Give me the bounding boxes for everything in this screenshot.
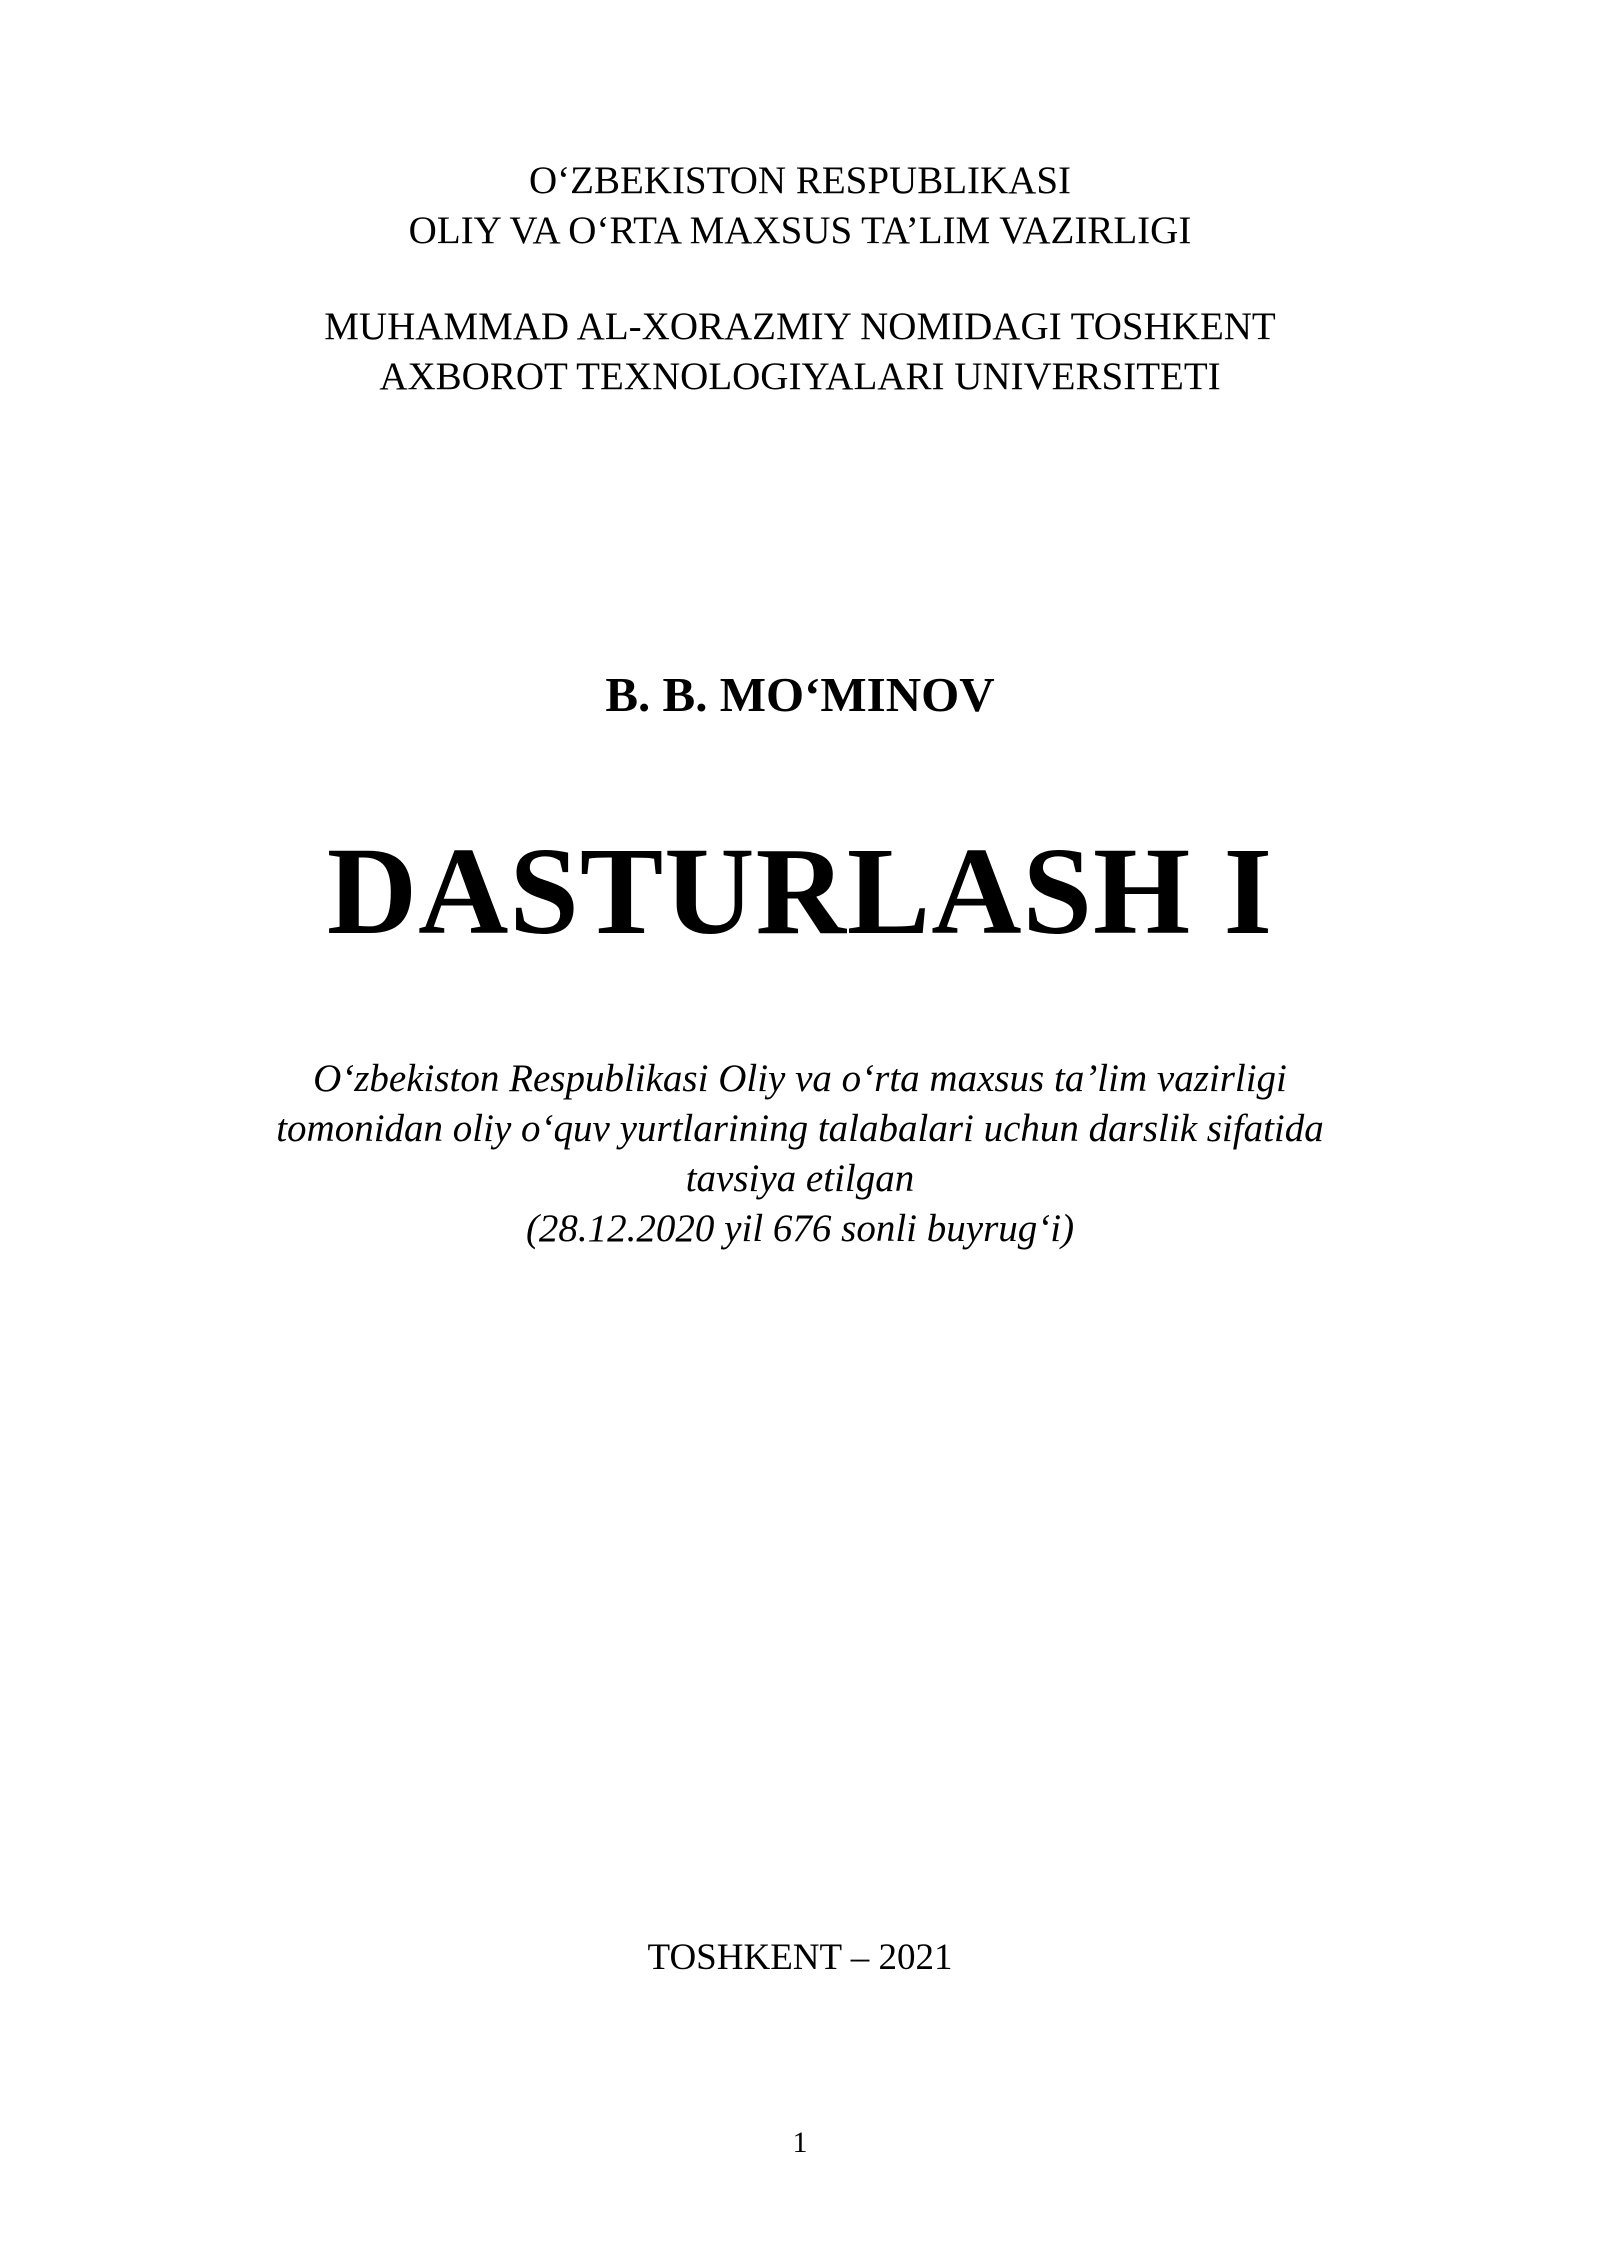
ministry-line-2: OLIY VA O‘RTA MAXSUS TA’LIM VAZIRLIGI bbox=[408, 209, 1192, 252]
book-title: DASTURLASH I bbox=[326, 823, 1274, 961]
recommendation-note bbox=[0, 1054, 1600, 1254]
place-year: TOSHKENT – 2021 bbox=[647, 1937, 953, 1978]
page-number: 1 bbox=[792, 2126, 808, 2159]
recommendation-line-4: (28.12.2020 yil 676 sonli buyrug‘i) bbox=[525, 1207, 1075, 1250]
university-line-1: MUHAMMAD AL-XORAZMIY NOMIDAGI TOSHKENT bbox=[324, 305, 1276, 348]
recommendation-line-3: tavsiya etilgan bbox=[685, 1157, 915, 1200]
university-heading bbox=[0, 302, 1600, 402]
ministry-heading bbox=[0, 156, 1600, 256]
recommendation-line-2: tomonidan oliy o‘quv yurtlarining talabalari uchun darslik sifatida bbox=[276, 1107, 1324, 1150]
author-name: B. B. MO‘MINOV bbox=[605, 667, 995, 722]
ministry-line-1: O‘ZBEKISTON RESPUBLIKASI bbox=[528, 159, 1072, 202]
recommendation-line-1: O‘zbekiston Respublikasi Oliy va o‘rta maxsus ta’lim vazirligi bbox=[313, 1057, 1287, 1100]
university-line-2: AXBOROT TEXNOLOGIYALARI UNIVERSITETI bbox=[379, 355, 1221, 398]
